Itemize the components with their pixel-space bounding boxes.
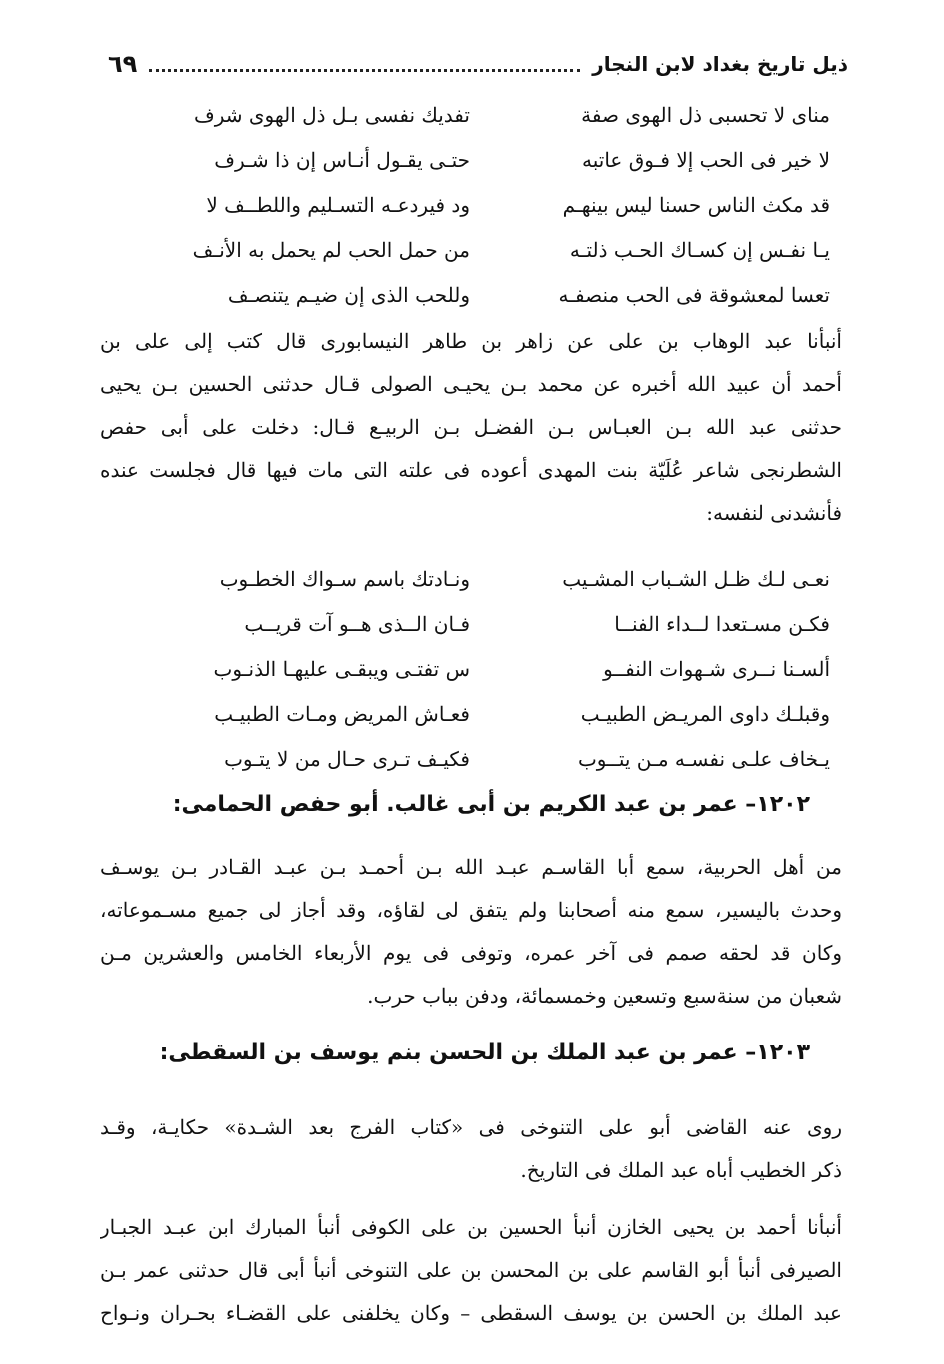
verse-line	[150, 272, 830, 317]
paragraph-line: أنبأنا عبد الوهاب بن علی عن زاهر بن طاهر النيسابوری قال كتب إلی علی بن	[100, 329, 842, 353]
verse-line	[150, 137, 830, 182]
verse-second-hemistich: فعـاش المريض ومـات الطبيـب	[214, 701, 470, 726]
paragraph-line: وكان قد لحقه صمم فی آخر عمره، وتوفی فی يوم الأربعاء الخامس والعشرين مـن	[100, 941, 842, 965]
verse-line	[150, 182, 830, 227]
verse-second-hemistich: فكيـف تـری حـال من لا يتـوب	[224, 746, 470, 771]
verse-second-hemistich: ونـادتك باسم سـواك الخطـوب	[219, 566, 470, 591]
verse-first-hemistich: تعسا لمعشوقة فی الحب منصفـه	[558, 282, 830, 307]
verse-line	[150, 227, 830, 272]
paragraph-line: شعبان من سنةسبع وتسعين وخمسمائة، ودفن بباب حرب.	[367, 984, 842, 1008]
paragraph-isnad-2	[100, 1206, 842, 1335]
verse-second-hemistich: س تفتـی ويبقـی عليهـا الذنـوب	[213, 656, 470, 681]
header-dot-leader	[149, 69, 580, 72]
entry-body-1203	[100, 1106, 842, 1192]
paragraph-line: الصيرفی أنبأ أبو القاسم علی بن المحسن بن علی التنوخی أنبأ أبی قال حدثنی عمر بـن	[100, 1258, 842, 1282]
page-number: ٦٩	[108, 50, 138, 78]
verse-first-hemistich: وقبلـك داوی المريـض الطبيـب	[580, 701, 830, 726]
verse-first-hemistich: لا خير فی الحب إلا فـوق عاتبه	[582, 147, 830, 172]
paragraph-line: وحدث باليسير، سمع منه أصحابنا ولم يتفق لی لقاؤه، وقد أجاز لی جميع مسـموعاته،	[100, 898, 842, 922]
verse-second-hemistich: فـان الــذی هــو آت قريــب	[244, 611, 470, 636]
poem-2	[150, 556, 830, 781]
verse-first-hemistich: منای لا تحسبی ذل الهوی صفة	[581, 102, 830, 127]
verse-second-hemistich: من حمل الحب لم يحمل به الأنـف	[192, 237, 470, 262]
verse-second-hemistich: تفديك نفسی بـل ذل الهوی شرف	[194, 102, 470, 127]
entry-body-1202	[100, 846, 842, 1018]
paragraph-isnad-1	[100, 320, 842, 535]
entry-heading-1203: ١٢٠٣– عمر بن عبد الملك بن الحسن بنم يوسف بن السقطی:	[159, 1040, 810, 1065]
verse-first-hemistich: فكـن مسـتعدا لــداء الفنــا	[614, 611, 830, 636]
paragraph-line: عبد الملك بن الحسن بن يوسف السقطی – وكان يخلفنی علی القضـاء بحـران ونـواح	[100, 1301, 842, 1325]
verse-first-hemistich: نعـی لـك ظـل الشـباب المشـيب	[562, 566, 830, 591]
verse-line	[150, 691, 830, 736]
verse-line	[150, 556, 830, 601]
poem-1	[150, 92, 830, 317]
verse-first-hemistich: ألسـنا نــری شـهوات النفــو	[603, 656, 830, 681]
verse-first-hemistich: يـخاف علـی نفسـه مـن يتــوب	[577, 746, 830, 771]
running-header	[108, 44, 848, 84]
verse-line	[150, 601, 830, 646]
paragraph-line: الشطرنجی شاعر عُلَيّة بنت المهدی أعوده فی علته التی مات فيها قال فجلست عنده	[100, 458, 842, 482]
verse-second-hemistich: ود فيردعـه التسـليم واللطــف لا	[206, 192, 470, 217]
paragraph-line: ذكر الخطيب أباه عبد الملك فی التاريخ.	[520, 1158, 842, 1182]
paragraph-line: فأنشدنی لنفسه:	[706, 501, 842, 525]
entry-heading-1202: ١٢٠٢– عمر بن عبد الكريم بن أبی غالب. أبو حفص الحمامی:	[172, 792, 810, 817]
book-title: ذيل تاريخ بغداد لابن النجار	[592, 52, 848, 76]
paragraph-line: أنبأنا أحمد بن يحيی الخازن أنبأ الحسين بن علی الكوفی أنبأ المبارك ابن عبـد الجبـار	[100, 1215, 842, 1239]
paragraph-line: من أهل الحربية، سمع أبا القاسـم عبـد الله بـن أحمـد بـن عبـد القـادر بـن يوسـف	[100, 855, 842, 879]
paragraph-line: روی عنه القاضی أبو علی التنوخی فی «كتاب الفرج بعد الشـدة» حكايـة، وقـد	[100, 1115, 842, 1139]
verse-first-hemistich: قد مكث الناس حسنا ليس بينهـم	[562, 192, 830, 217]
paragraph-line: أحمد أن عبيد الله أخبره عن محمد بـن يحيـی الصولی قـال حدثنی الحسين بـن يحيی	[100, 372, 842, 396]
paragraph-line: حدثنی عبد الله بـن العبـاس بـن الفضـل بـن الربيـع قـال: دخلت علی أبی حفص	[100, 415, 842, 439]
verse-second-hemistich: وللحب الذی إن ضيـم يتنصـف	[227, 282, 470, 307]
verse-line	[150, 646, 830, 691]
verse-line	[150, 736, 830, 781]
verse-second-hemistich: حتـی يقـول أنـاس إن ذا شـرف	[214, 147, 470, 172]
verse-first-hemistich: يـا نفـس إن كسـاك الحـب ذلتـه	[569, 237, 830, 262]
verse-line	[150, 92, 830, 137]
